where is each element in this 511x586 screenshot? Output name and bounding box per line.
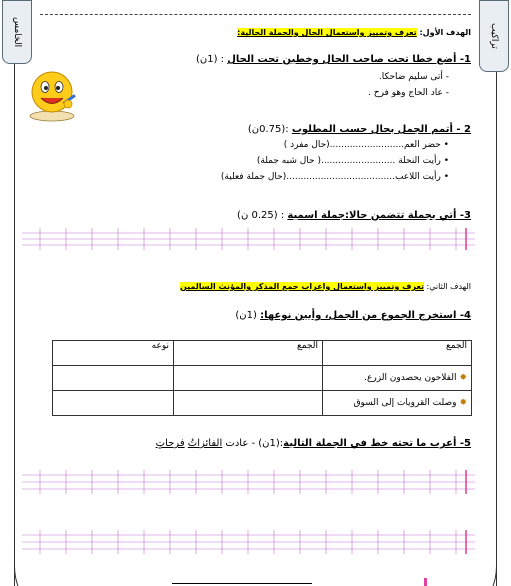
table-row [53, 391, 472, 416]
question-4-title: 4- استخرج الجموع من الجمل، وأبين نوعها: [260, 310, 471, 321]
plurals-table [52, 340, 472, 416]
goal-1-prefix: الهدف الأول: [416, 28, 471, 37]
table-cell-plural-answer[interactable] [174, 366, 323, 391]
goal-1-text: تعرف وتمييز واستعمال الحال والجملة الحالية: [237, 28, 417, 37]
question-2-points: :(0.75ن) [247, 124, 292, 135]
right-border [478, 0, 497, 586]
bullet-icon: ✸ [459, 398, 467, 408]
header-type: نوعه [53, 341, 174, 366]
header-sentence: الجمع [323, 341, 472, 366]
question-3-points: : (0.25 ن) [237, 210, 288, 221]
header-dashed-line [40, 14, 471, 15]
table-cell-plural-answer[interactable] [174, 391, 323, 416]
subject-tab [479, 0, 509, 72]
goal-2-prefix: الهدف الثاني: [423, 282, 471, 291]
sentence-2: وصلت القرويات إلى السوق [353, 398, 457, 408]
table-cell-sentence [323, 391, 472, 416]
question-3-title: 3- أتي بجملة تتضمن حالا:جملة اسمية [287, 210, 471, 221]
answer-lines-q3 [22, 228, 475, 250]
goal-2-text: تعرف وتمييز واستعمال واعراب جمع المذكر والمؤنث السالمين [179, 282, 424, 291]
smiley-writing-icon [24, 68, 80, 124]
bullet-icon: ✸ [459, 373, 467, 383]
table-header-row [53, 341, 472, 366]
sentence-1: الفلاحون يحصدون الزرع. [364, 373, 457, 383]
goal-1 [237, 28, 471, 37]
footer-pink-mark [424, 578, 427, 586]
question-5-word-2: فرحاتٍ [155, 438, 185, 449]
question-1-item-2: - عاد الحاج وهو فرح . [368, 88, 449, 98]
table-row [53, 366, 472, 391]
table-cell-type-answer[interactable] [53, 366, 174, 391]
question-1 [196, 54, 471, 65]
question-4 [235, 310, 471, 321]
question-3 [237, 210, 471, 221]
level-tab [2, 0, 32, 64]
answer-lines-q5-1 [22, 470, 475, 494]
question-1-item-1: - أتى سليم ضاحكا. [378, 72, 449, 82]
table-cell-type-answer[interactable] [53, 391, 174, 416]
question-1-points: : (1ن) [195, 54, 228, 65]
question-5-points: :(1ن) - عادت [222, 438, 284, 449]
question-5-title: 5- أعرب ما تحته خط في الجملة التالية [283, 438, 471, 449]
question-2-title: 2 - أتمم الجمل بحال حسب المطلوب [291, 124, 471, 135]
question-4-points: (1ن) [235, 310, 261, 321]
header-plural: الجمع [174, 341, 323, 366]
footer-line [172, 583, 312, 584]
goal-2 [180, 282, 471, 291]
question-5-word-1: الفائزاتُ [187, 438, 223, 449]
question-1-title: 1- أضع خطا تحت صاحب الحال وخطين تحت الحال [227, 54, 471, 65]
table-cell-sentence [323, 366, 472, 391]
question-2-item-3: • رأيت اللاعب......................................(حال جملة فعلية) [220, 172, 449, 182]
answer-lines-q5-2 [22, 530, 475, 554]
level-tab-label: الخامس [12, 16, 22, 48]
question-2-item-1: • حضر العم..........................(حال مفرد ) [283, 140, 449, 150]
question-2 [248, 124, 471, 135]
question-5 [156, 438, 471, 449]
question-2-item-2: • رأيت النحلة ..........................( حال شبه جملة) [256, 156, 449, 166]
subject-tab-label: تراكيب [489, 23, 499, 49]
